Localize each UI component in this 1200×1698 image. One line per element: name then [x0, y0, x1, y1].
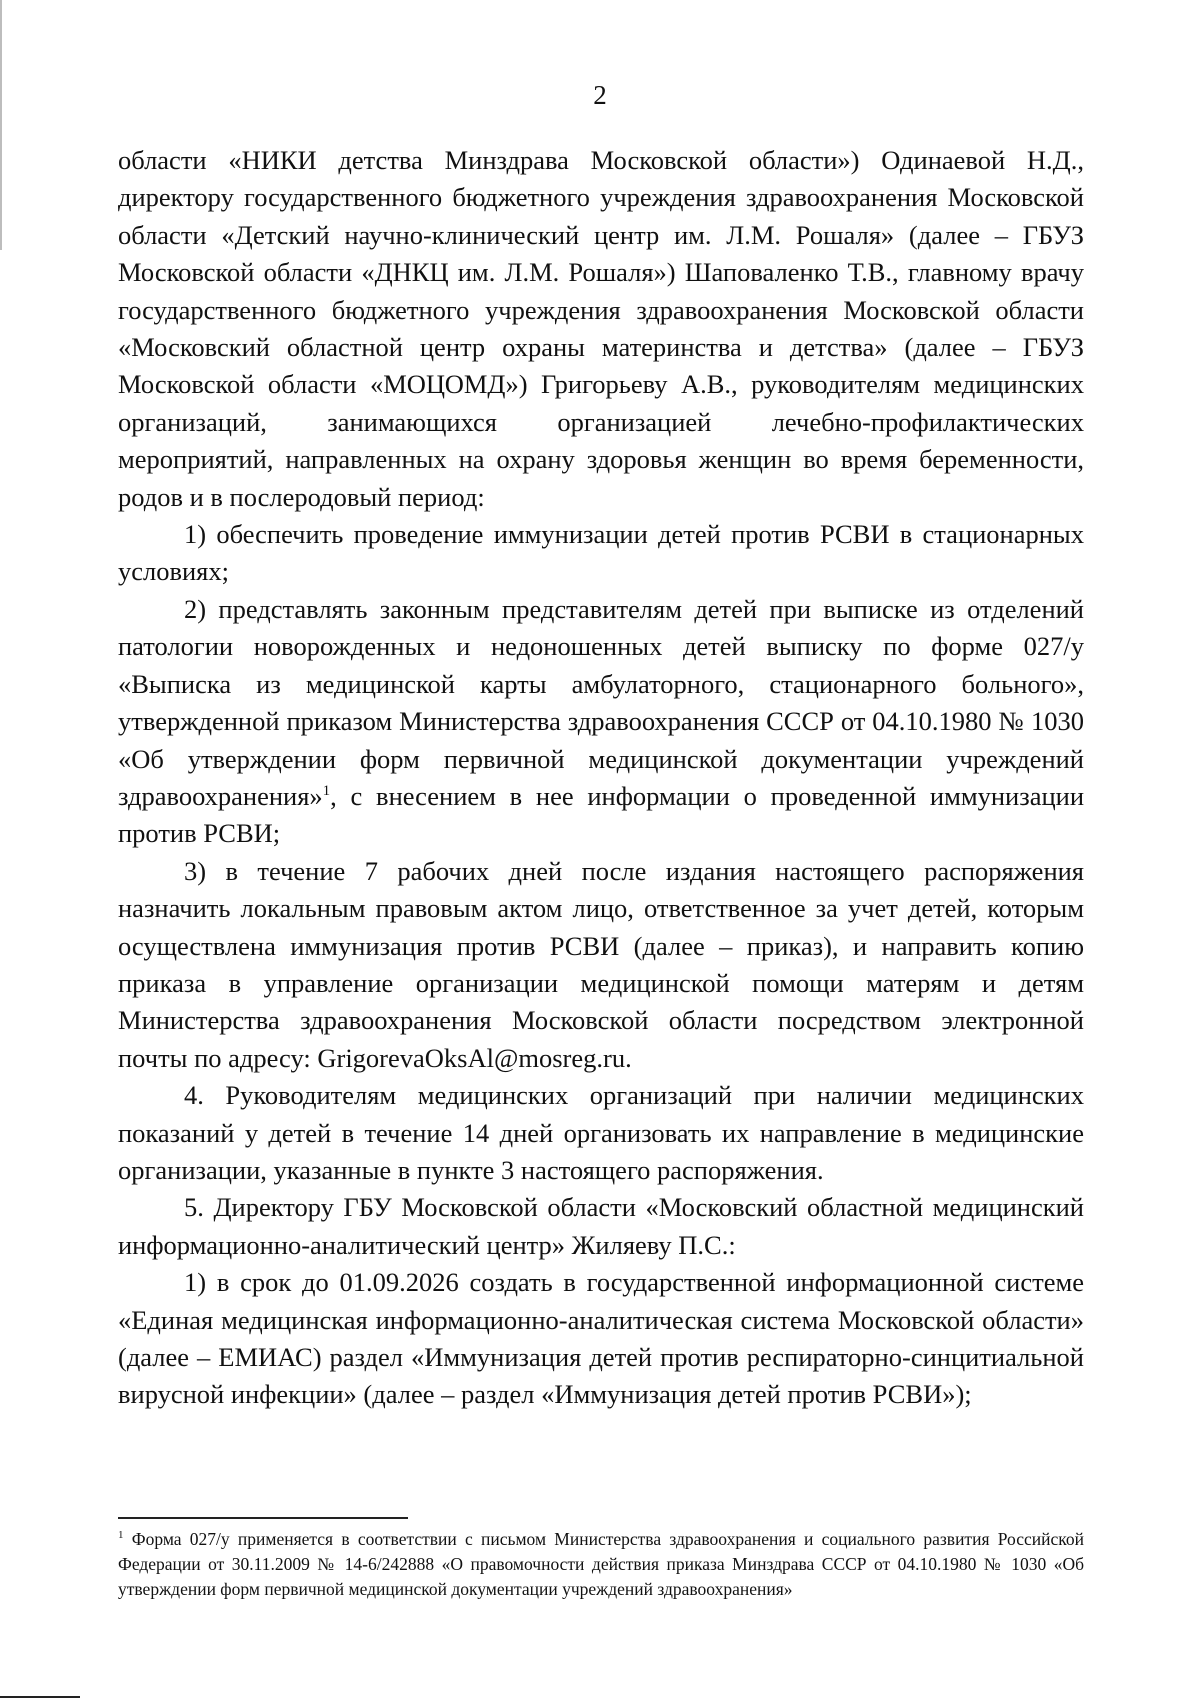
paragraph-item-2-text: 2) представлять законным представителям детей при выписке из отделений патологии новорожденных и недоношенных детей выписку по форме 027/у «Выписка из медицинской карты амбулаторного, стационарного больного», утвержденной приказом Министерства здравоохранения СССР от 04.10.1980 № 1030 «Об утверждении форм первичной медицинской документации учреждений здравоохранения»: [118, 593, 1084, 811]
page-number: 2: [593, 80, 607, 110]
document-body: [118, 142, 1084, 1414]
scan-edge-line: [0, 0, 2, 250]
paragraph-item-1: 1) обеспечить проведение иммунизации детей против РСВИ в стационарных условиях;: [118, 519, 1084, 587]
paragraph-clause-5: 5. Директору ГБУ Московской области «Московский областной медицинский информационно-аналитический центр» Жиляеву П.С.:: [118, 1192, 1084, 1260]
footnote-text: Форма 027/у применяется в соответствии с письмом Министерства здравоохранения и социального развития Российской Федерации от 30.11.2009 № 14-6/242888 «О правомочности действия приказа Минздрава СССР от 04.10.1980 № 1030 «Об утверждении форм первичной медицинской документации учреждений здравоохранения»: [118, 1529, 1084, 1599]
paragraph-clause-4: 4. Руководителям медицинских организаций при наличии медицинских показаний у детей в течение 14 дней организовать их направление в медицинские организации, указанные в пункте 3 настоящего распоряжения.: [118, 1080, 1084, 1185]
footnote-separator: [118, 1517, 408, 1519]
paragraph-continuation: области «НИКИ детства Минздрава Московской области») Одинаевой Н.Д., директору государственного бюджетного учреждения здравоохранения Московской области «Детский научно-клинический центр им. Л.М. Рошаля» (далее – ГБУЗ Московской области «ДНКЦ им. Л.М. Рошаля») Шаповаленко Т.В., главному врачу государственного бюджетного учреждения здравоохранения Московской области «Московский областной центр охраны материнства и детства» (далее – ГБУЗ Московской области «МОЦОМД») Григорьеву А.В., руководителям медицинских организаций, занимающихся организацией лечебно-профилактических мероприятий, направленных на охрану здоровья женщин во время беременности, родов и в послеродовый период:: [118, 145, 1084, 512]
footnote-text-block: [118, 1527, 1084, 1602]
footnote-reference: 1: [322, 783, 331, 800]
paragraph-item-2: [118, 591, 1084, 853]
paragraph-item-2-text-after: , с внесением в нее информации о проведенной иммунизации против РСВИ;: [118, 780, 1084, 849]
paragraph-clause-5-item-1: 1) в срок до 01.09.2026 создать в государственной информационной системе «Единая медицинская информационно-аналитическая система Московской области» (далее – ЕМИАС) раздел «Иммунизация детей против респираторно-синцитиальной вирусной инфекции» (далее – раздел «Иммунизация детей против РСВИ»);: [118, 1267, 1084, 1410]
footnote: [118, 1527, 1084, 1602]
footnote-marker: 1: [118, 1529, 124, 1542]
paragraph-item-3: 3) в течение 7 рабочих дней после издания настоящего распоряжения назначить локальным правовым актом лицо, ответственное за учет детей, которым осуществлена иммунизация против РСВИ (далее – приказ), и направить копию приказа в управление организации медицинской помощи матерям и детям Министерства здравоохранения Московской области посредством электронной почты по адресу: GrigorevaOksAl@mosreg.ru.: [118, 855, 1084, 1073]
